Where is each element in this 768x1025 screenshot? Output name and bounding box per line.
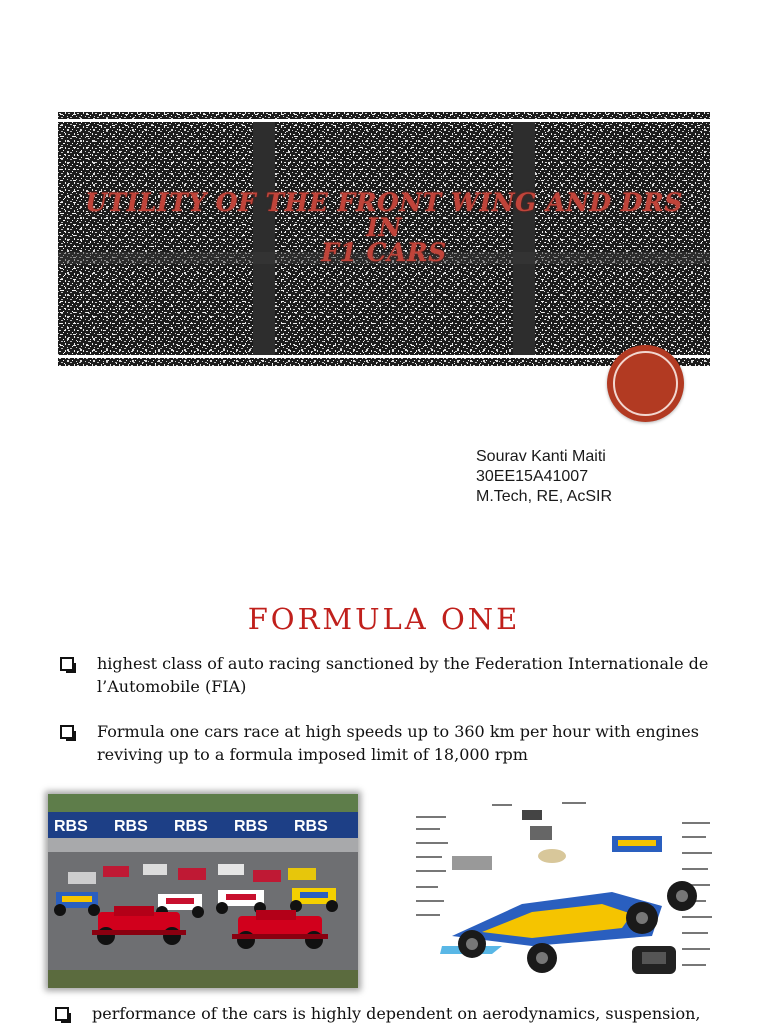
slide-title-line2: F1 CARS xyxy=(321,238,447,267)
formula-one-slide xyxy=(0,570,768,1024)
checkbox-square-icon xyxy=(55,1007,69,1021)
rbs-banner-text: RBS xyxy=(234,818,268,835)
decorative-circle-badge xyxy=(607,345,684,422)
rbs-banner-text: RBS xyxy=(174,818,208,835)
race-start-photo xyxy=(48,794,358,988)
bullet-item xyxy=(60,720,720,766)
bullet-item xyxy=(60,652,720,698)
rbs-banner-text: RBS xyxy=(54,818,88,835)
slide2-title: FORMULA ONE xyxy=(247,602,521,636)
author-name: Sourav Kanti Maiti xyxy=(476,448,606,465)
exploded-diagram-illustration xyxy=(412,796,715,986)
rbs-banner-text: RBS xyxy=(294,818,328,835)
title-banner xyxy=(58,112,710,366)
slide-title xyxy=(72,190,696,265)
bullet-item xyxy=(55,1002,715,1025)
author-id: 30EE15A41007 xyxy=(476,468,589,485)
bullet-text: Formula one cars race at high speeds up to 360 km per hour with engines reviving up to a formula imposed limit of 18,000 rpm xyxy=(97,722,699,764)
bullet-text: highest class of auto racing sanctioned by the Federation Internationale de l’Automobile (FIA) xyxy=(97,654,709,696)
checkbox-square-icon xyxy=(60,725,74,739)
checkbox-square-icon xyxy=(60,657,74,671)
race-photo-illustration xyxy=(48,794,358,988)
author-program: M.Tech, RE, AcSIR xyxy=(476,488,613,505)
exploded-car-diagram xyxy=(412,796,715,986)
bullet-text: performance of the cars is highly dependent on aerodynamics, suspension, xyxy=(92,1004,701,1023)
badge-ring xyxy=(613,351,678,416)
slide-title-line1: UTILITY OF THE FRONT WING AND DRS IN xyxy=(85,188,683,242)
rbs-banner-text: RBS xyxy=(114,818,148,835)
author-block xyxy=(476,447,612,507)
